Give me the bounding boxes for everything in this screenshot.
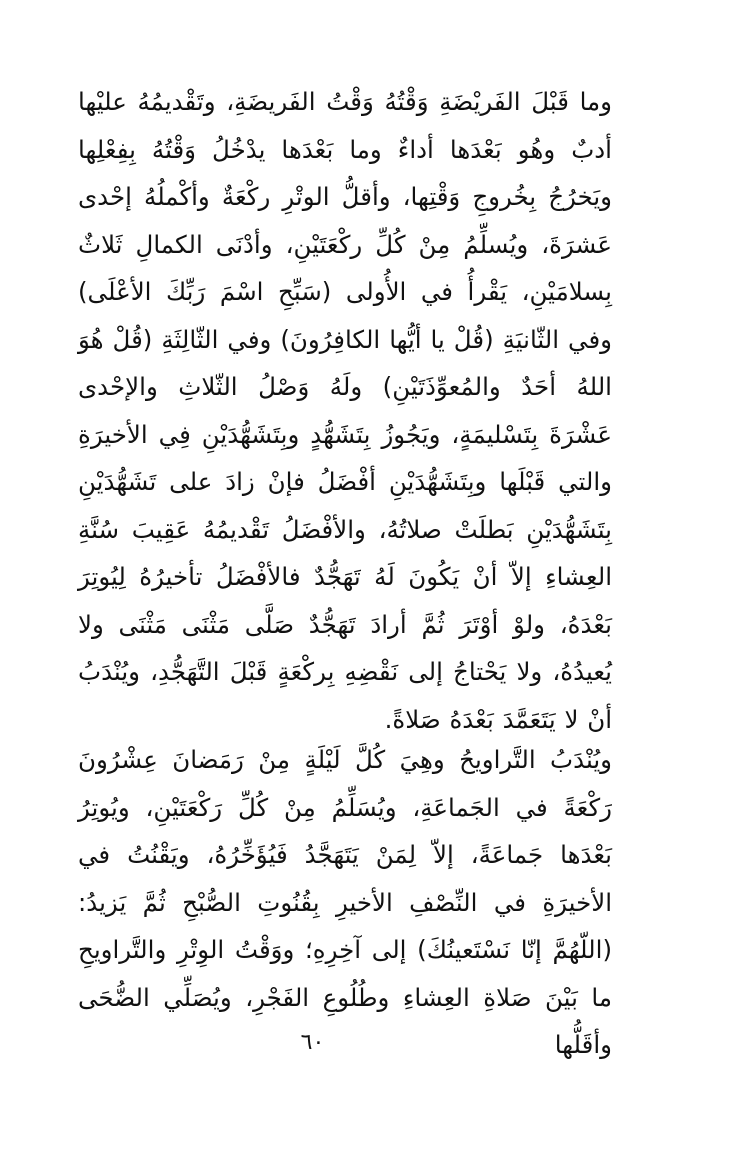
text-paragraph-1 xyxy=(78,78,612,743)
page-number: ٦٠ xyxy=(300,1030,325,1055)
text-paragraph-2 xyxy=(78,736,612,1069)
paragraph-text: ويُنْدَبُ التَّراويحُ وهِيَ كُلَّ لَيْلَةٍ مِنْ رَمَضانَ عِشْرُونَ رَكْعَةً في الجَماعَةِ، ويُسَلِّمُ مِنْ كُلِّ رَكْعَتَيْنِ، ويُوتِرُ بَعْدَها جَماعَةً، إلاّ لِمَنْ يَتَهَجَّدُ فَيُؤَخِّرُهُ، ويَقْنُتُ في الأخيرَةِ في النِّصْفِ الأخيرِ بِقُنُوتِ الصُّبْحِ ثُمَّ يَزيدُ: (اللّهُمَّ إنّا نَسْتَعينُكَ) إلى آخِرِهِ؛ ووَقْتُ الوِتْرِ والتَّراويحِ ما بَيْنَ صَلاةِ العِشاءِ وطُلُوعِ الفَجْرِ، ويُصَلِّي الضُّحَى وأقَلُّها xyxy=(78,745,612,1059)
paragraph-text: وما قَبْلَ الفَريْضَةِ وَقْتُهُ وَقْتُ الفَريضَةِ، وتَقْديمُهُ عليْها أدبٌ وهُو بَعْدَها أداءٌ وما بَعْدَها يدْخُلُ وَقْتُهُ بِفِعْلِها ويَخرُجُ بِخُروجِ وَقْتِها، وأقلُّ الوتْرِ ركْعَةٌ وأكْملُهُ إحْدى عَشرَةَ، ويُسلِّمُ مِنْ كُلِّ ركْعَتَيْنِ، وأدْنَى الكمالِ ثَلاثٌ بِسلامَيْنِ، يَقْرأُ في الأُولى (سَبِّحِ اسْمَ رَبِّكَ الأعْلَى) وفي الثّانيَةِ (قُلْ يا أيُّها الكافِرُونَ) وفي الثّالِثَةِ (قُلْ هُوَ اللهُ أحَدٌ والمُعوِّذَتَيْنِ) ولَهُ وَصْلُ الثّلاثِ والإحْدى عَشْرَةَ بِتَسْليمَةٍ، ويَجُوزُ بِتَشَهُّدٍ وبِتَشَهُّدَيْنِ فِي الأخيرَةِ والتي قَبْلَها وبِتَشَهُّدَيْنِ أفْضَلُ فإنْ زادَ على تَشَهُّدَيْنِ بِتَشَهُّدَيْنِ بَطلَتْ صلاتُهُ، والأفْضَلُ تَقْديمُهُ عَقِيبَ سُنَّةِ العِشاءِ إلاّ أنْ يَكُونَ لَهُ تَهَجُّدٌ فالأفْضَلُ تأخيرُهُ لِيُوتِرَ بَعْدَهُ، ولوْ أوْتَرَ ثُمَّ أرادَ تَهَجُّدٌ صَلَّى مَثْنَى مَثْنَى ولا يُعيدُهُ، ولا يَحْتاجُ إلى نَقْضِهِ بِركْعَةٍ قَبْلَ التَّهَجُّدِ، ويُنْدَبُ أنْ لا يَتَعَمَّدَ بَعْدَهُ صَلاةً. xyxy=(78,87,612,734)
